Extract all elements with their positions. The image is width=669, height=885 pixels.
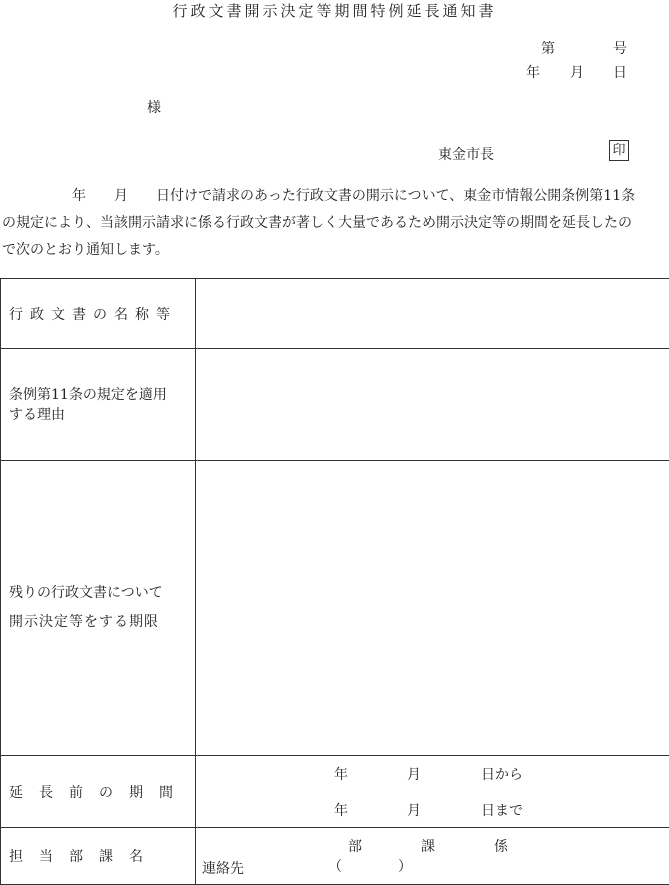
row-department bbox=[1, 828, 669, 885]
date-month: 月 bbox=[570, 62, 584, 82]
notice-body bbox=[2, 183, 666, 264]
row-reason bbox=[1, 349, 669, 461]
contact-paren: （ ） bbox=[328, 856, 412, 876]
unit-ka: 課 bbox=[421, 836, 435, 856]
body-line-2: の規定により、当該開示請求に係る行政文書が著しく大量であるため開示決定等の期間を延長したの bbox=[2, 210, 666, 237]
row-document-name bbox=[1, 279, 669, 349]
from-month: 月 bbox=[407, 764, 421, 784]
label-deadline bbox=[1, 461, 196, 756]
to-year: 年 bbox=[334, 800, 348, 820]
label-original-period: 延長前の期間 bbox=[1, 756, 196, 828]
label-reason-line-1: 条例第11条の規定を適用 bbox=[9, 385, 195, 405]
to-day: 日まで bbox=[481, 800, 523, 820]
number-prefix: 第 bbox=[541, 38, 555, 58]
seal-box: 印 bbox=[609, 140, 629, 161]
number-suffix: 号 bbox=[613, 38, 627, 58]
label-deadline-line-1: 残りの行政文書について bbox=[9, 579, 195, 608]
label-department: 担当部課名 bbox=[1, 828, 196, 885]
body-line-3: で次のとおり通知します。 bbox=[2, 237, 666, 264]
document-title: 行政文書開示決定等期間特例延長通知書 bbox=[0, 0, 669, 21]
body-line-1: 年 月 日付けで請求のあった行政文書の開示について、東金市情報公開条例第11条 bbox=[2, 183, 666, 210]
unit-bu: 部 bbox=[348, 836, 362, 856]
label-deadline-line-2: 開示決定等をする期限 bbox=[9, 608, 195, 637]
to-month: 月 bbox=[407, 800, 421, 820]
date-day: 日 bbox=[613, 62, 627, 82]
label-reason bbox=[1, 349, 196, 461]
value-original-period bbox=[196, 756, 669, 828]
notice-form-table bbox=[0, 278, 669, 885]
addressee-suffix: 様 bbox=[147, 97, 161, 117]
from-day: 日から bbox=[481, 764, 523, 784]
label-reason-line-2: する理由 bbox=[9, 405, 195, 425]
value-deadline bbox=[196, 461, 669, 756]
contact-label: 連絡先 bbox=[202, 858, 244, 878]
row-deadline bbox=[1, 461, 669, 756]
row-original-period bbox=[1, 756, 669, 828]
unit-kakari: 係 bbox=[494, 836, 508, 856]
from-year: 年 bbox=[334, 764, 348, 784]
date-year: 年 bbox=[526, 62, 540, 82]
value-department bbox=[196, 828, 669, 885]
label-document-name: 行政文書の名称等 bbox=[1, 279, 196, 349]
value-reason bbox=[196, 349, 669, 461]
issuer-name: 東金市長 bbox=[438, 144, 494, 164]
value-document-name bbox=[196, 279, 669, 349]
